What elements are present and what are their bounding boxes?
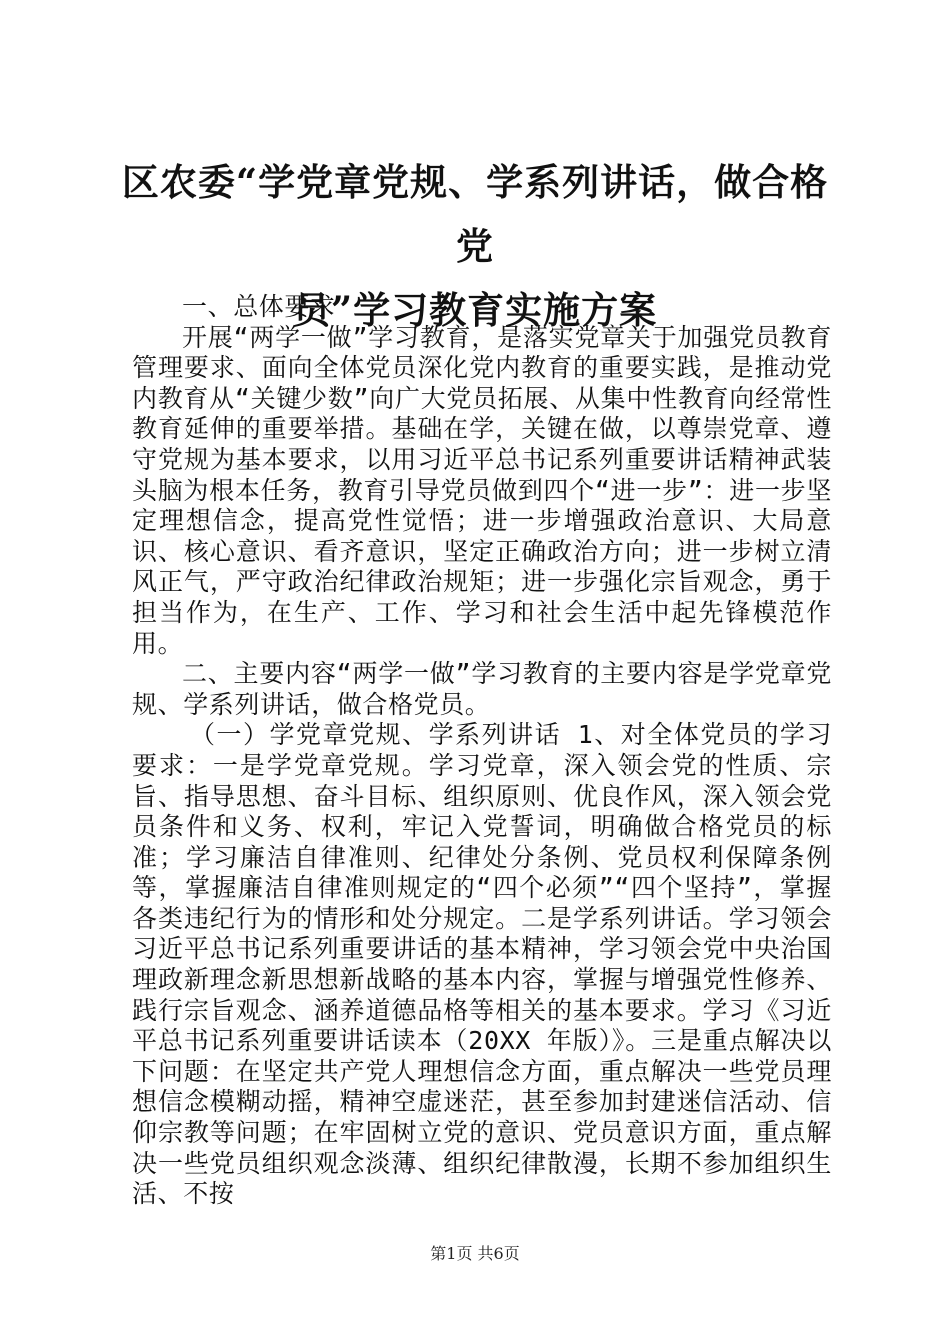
title-line-1: 区农委“学党章党规、学系列讲话，做合格党: [121, 160, 829, 268]
paragraph-overall: 开展“两学一做”学习教育，是落实党章关于加强党员教育管理要求、面向全体党员深化党内教育的重要实践，是推动党内教育从“关键少数”向广大党员拓展、从集中性教育向经常性教育延伸的重要举措。基础在学，关键在做，以尊崇党章、遵守党规为基本要求，以用习近平总书记系列重要讲话精神武装头脑为根本任务，教育引导党员做到四个“进一步”：进一步坚定理想信念，提高党性觉悟；进一步增强政治意识、大局意识、核心意识、看齐意识，坚定正确政治方向；进一步树立清风正气，严守政治纪律政治规矩；进一步强化宗旨观念，勇于担当作为，在生产、工作、学习和社会生活中起先锋模范作用。: [132, 322, 832, 658]
page-number-footer: 第1页 共6页: [430, 1244, 520, 1263]
document-body: [132, 292, 832, 1210]
paragraph-main-content: 二、主要内容“两学一做”学习教育的主要内容是学党章党规、学系列讲话，做合格党员。: [132, 659, 832, 719]
title-line-2: 员”学习教育实施方案: [292, 288, 658, 332]
section-heading-overall: 一、总体要求: [182, 292, 336, 321]
paragraph-study-requirements: （一）学党章党规、学系列讲话 1、对全体党员的学习要求：一是学党章党规。学习党章，深入领会党的性质、宗旨、指导思想、奋斗目标、组织原则、优良作风，深入领会党员条件和义务、权利，牢记入党誓词，明确做合格党员的标准；学习廉洁自律准则、纪律处分条例、党员权利保障条例等，掌握廉洁自律准则规定的“四个必须”“四个坚持”，掌握各类违纪行为的情形和处分规定。二是学系列讲话。学习领会习近平总书记系列重要讲话的基本精神，学习领会党中央治国理政新理念新思想新战略的基本内容，掌握与增强党性修养、践行宗旨观念、涵养道德品格等相关的基本要求。学习《习近平总书记系列重要讲话读本（20XX 年版）》。三是重点解决以下问题：在坚定共产党人理想信念方面，重点解决一些党员理想信念模糊动摇，精神空虚迷茫，甚至参加封建迷信活动、信仰宗教等问题；在牢固树立党的意识、党员意识方面，重点解决一些党员组织观念淡薄、组织纪律散漫，长期不参加组织生活、不按: [132, 720, 832, 1209]
